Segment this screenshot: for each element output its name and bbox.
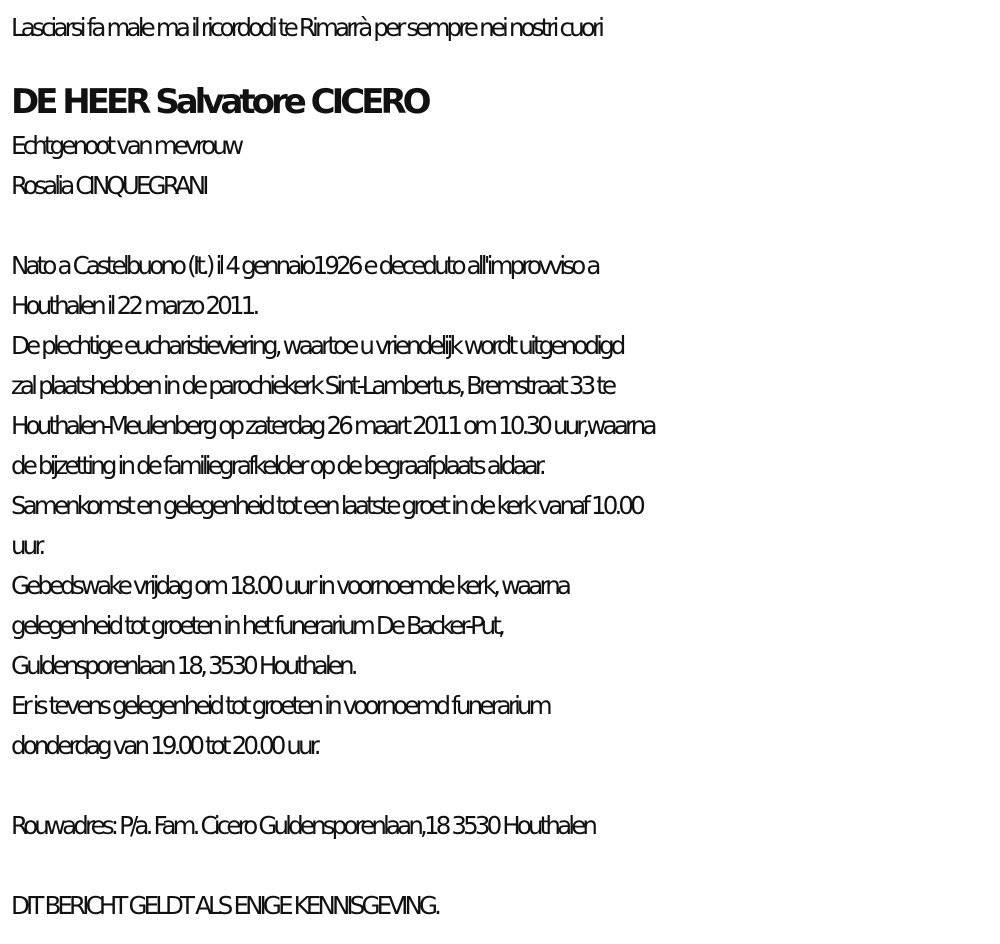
body-line: Houthalen il 22 marzo 2011. [11,291,257,320]
body-line: de bijzetting in de familiegrafkelder op de begraafplaats aldaar. [11,451,543,480]
body-line: Gebedswake vrijdag om 18.00 uur in voornoemde kerk, waarna [11,571,569,600]
mourning-address: Rouwadres: P/a. Fam. Cicero Guldensporenlaan,18 3530 Houthalen [11,811,595,840]
motto-text: Lasciarsi fa male ma il ricordodi te Rimarrà per sempre nei nostri cuori [11,13,602,42]
body-line: De plechtige eucharistieviering, waartoe u vriendelijk wordt uitgenodigd [11,331,623,360]
spacer [11,846,1000,886]
body-line: Guldensporenlaan 18, 3530 Houthalen. [11,651,355,680]
body-line: gelegenheid tot groeten in het funerarium De Backer-Put, [11,611,502,640]
body-line: donderdag van 19.00 tot 20.00 uur. [11,731,318,760]
spouse-line-2: Rosalia CINQUEGRANI [11,171,206,200]
body-line: Samenkomst en gelegenheid tot een laatste groet in de kerk vanaf 10.00 [11,491,642,520]
body-line: uur. [11,531,43,560]
spacer [11,206,1000,246]
closing-statement: DIT BERICHT GELDT ALS ENIGE KENNISGEVING. [11,891,439,920]
spouse-line-1: Echtgenoot van mevrouw [11,131,241,160]
notice-body [11,246,1000,766]
body-line: zal plaatshebben in de parochiekerk Sint-Lambertus, Bremstraat 33 te [11,371,614,400]
body-line: Er is tevens gelegenheid tot groeten in voornoemd funerarium [11,691,549,720]
body-line: Nato a Castelbuono (It.) il 4 gennaio1926 e deceduto all'improvviso a [11,251,598,280]
body-line: Houthalen-Meulenberg op zaterdag 26 maart 2011 om 10.30 uur,waarna [11,411,654,440]
spacer [11,766,1000,806]
deceased-name: DE HEER Salvatore CICERO [11,82,428,122]
